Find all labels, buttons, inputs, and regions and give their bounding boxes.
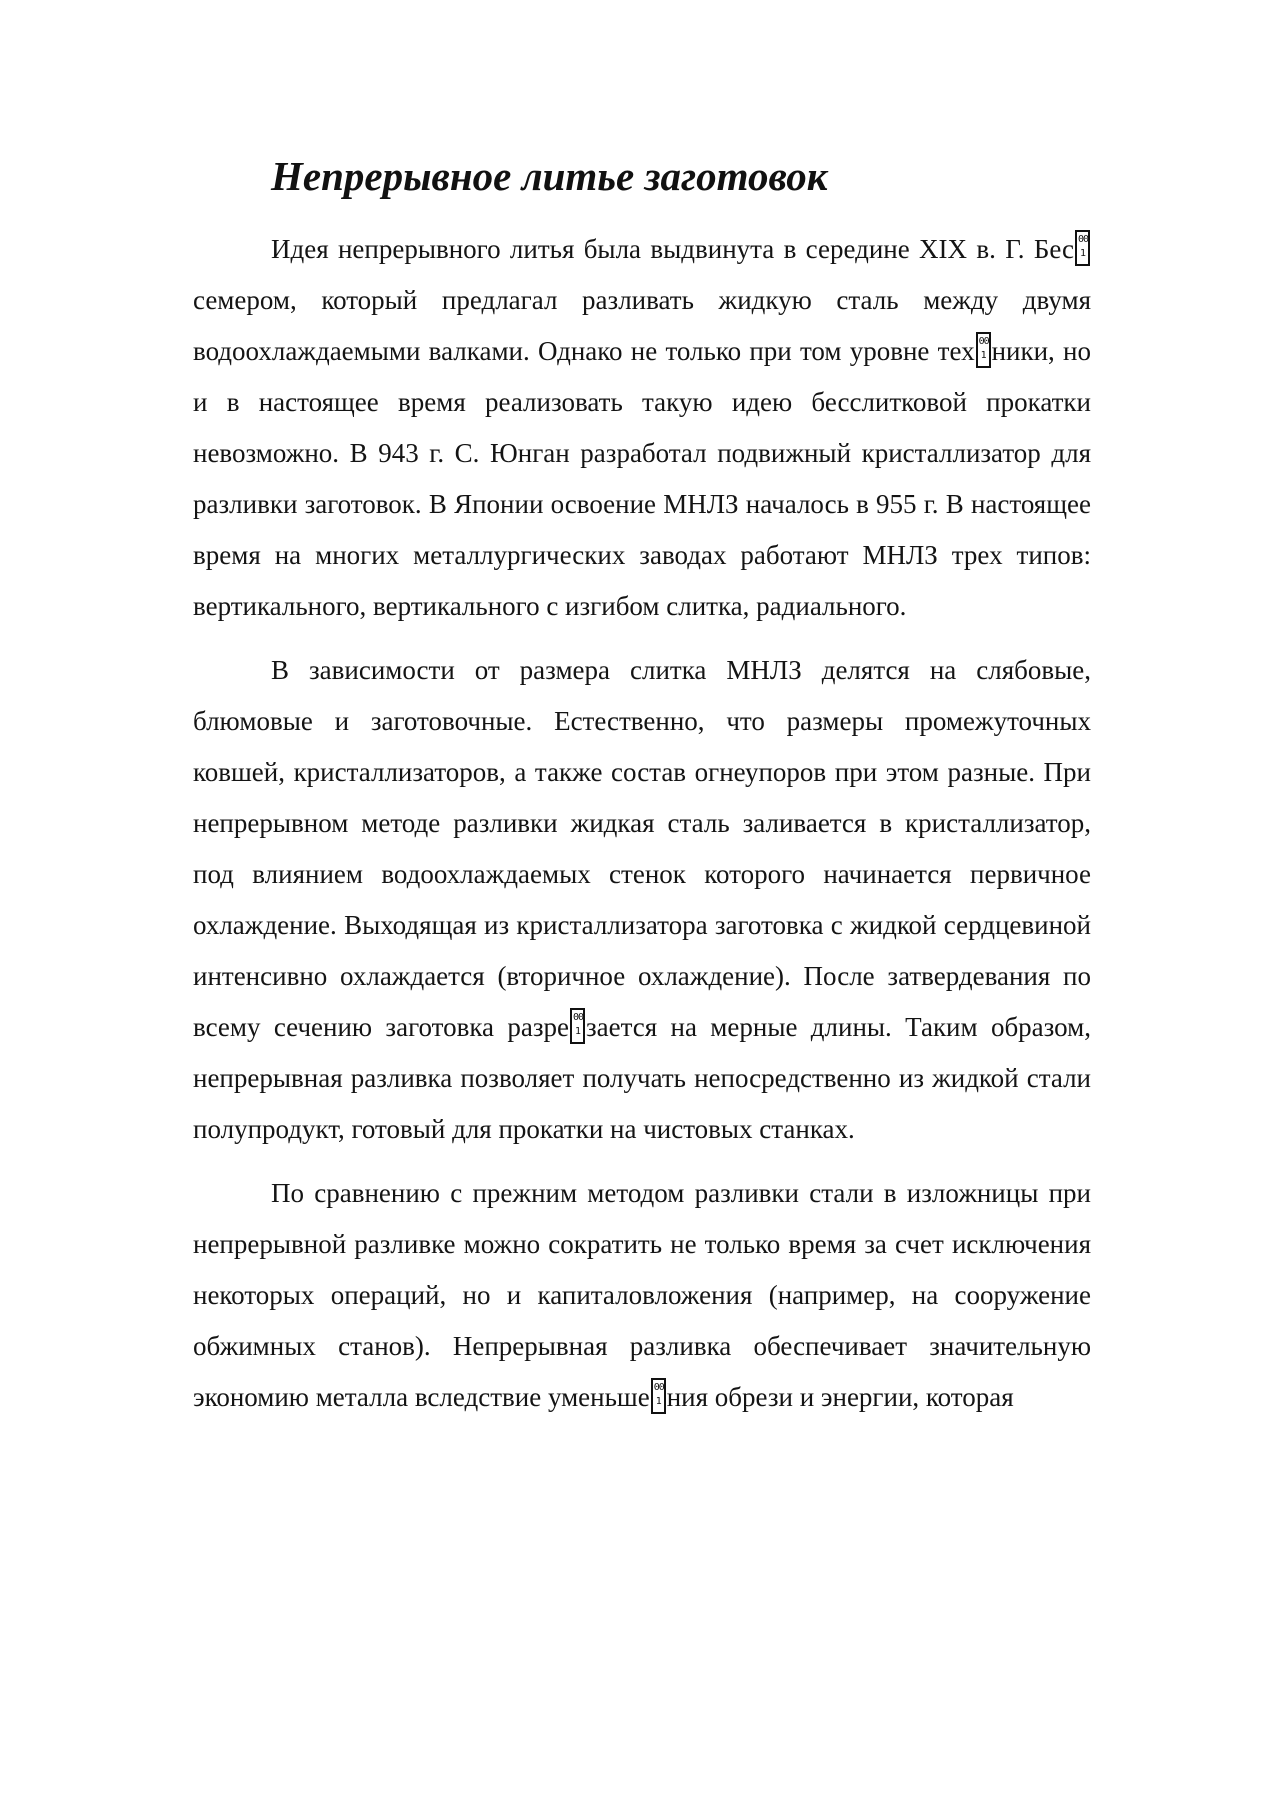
paragraph-text: ния обрези и энергии, которая — [666, 1382, 1014, 1412]
paragraph-text: В зависимости от размера слитка МНЛЗ делятся на слябовые, блюмовые и заготовочные. Естественно, что размеры промежуточных ковшей, кристаллизаторов, а также состав огнеупоров при этом разные. При непрерывном методе разливки жидкая сталь заливается в кристаллизатор, под влиянием водоохлаждаемых стенок которого начинается первичное охлаждение. Выходящая из кристаллизатора заготовка с жидкой сердцевиной интенсивно охлаждается (вторичное охлаждение). После затвердевания по всему сечению заготовка разре — [193, 655, 1091, 1042]
paragraph-advantages — [193, 1168, 1091, 1423]
missing-glyph-icon — [651, 1378, 666, 1414]
paragraph-text: ники, но и в настоящее время реализовать такую идею бесслитковой прокатки невозможно. В 943 г. С. Юнган разработал подвижный кристаллизатор для разливки заготовок. В Японии освоение МНЛЗ началось в 955 г. В настоящее время на многих металлургических заводах работают МНЛЗ трех типов: вертикального, вертикального с изгибом слитка, радиального. — [193, 336, 1091, 621]
document-body — [193, 142, 1091, 1436]
document-title: Непрерывное литье заготовок — [271, 153, 828, 199]
paragraph-text: Идея непрерывного литья была выдвинута в середине XIX в. Г. Бес — [271, 234, 1074, 264]
missing-glyph-icon — [976, 332, 991, 368]
paragraph-text: семером, который предлагал разливать жидкую сталь между двумя водоохлаждаемыми валками. Однако не только при том уровне тех — [193, 285, 1091, 366]
missing-glyph-icon — [1075, 230, 1090, 266]
missing-glyph-icon — [570, 1008, 585, 1044]
paragraph-history — [193, 224, 1091, 632]
paragraph-process — [193, 645, 1091, 1155]
paragraph-text: По сравнению с прежним методом разливки стали в изложницы при непрерывной разливке можно сократить не только время за счет исключения некоторых операций, но и капиталовложения (например, на сооружение обжимных станов). Непрерывная разливка обеспечивает значительную экономию металла вследствие уменьше — [193, 1178, 1091, 1412]
paragraph-text: зается на мерные длины. Таким образом, непрерывная разливка позволяет получать непосредственно из жидкой стали полупродукт, готовый для прокатки на чистовых станках. — [193, 1012, 1091, 1144]
